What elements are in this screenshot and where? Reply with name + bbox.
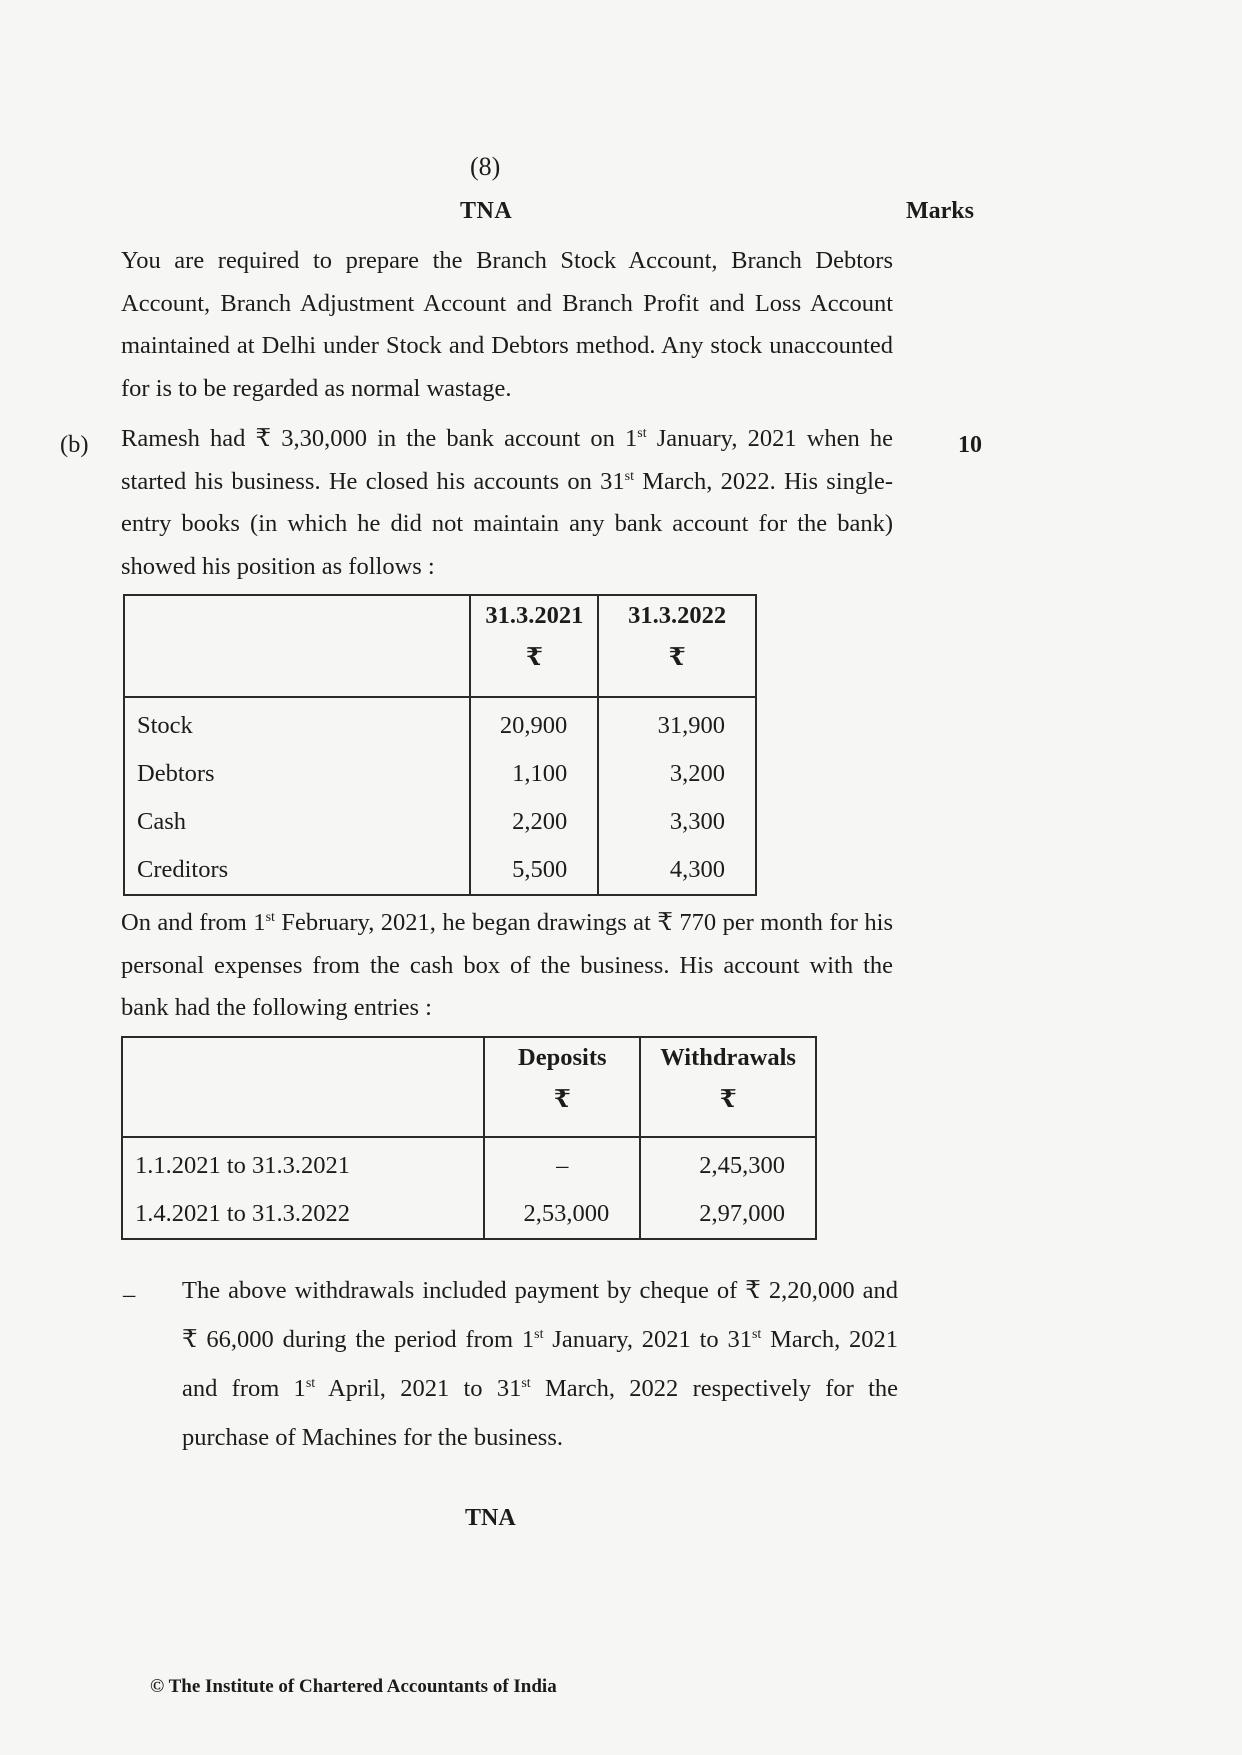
row-label: 1.1.2021 to 31.3.2021 (122, 1137, 484, 1190)
question-marks: 10 (958, 432, 982, 458)
rupee-symbol: ₹ (525, 644, 543, 671)
cell-value: 2,200 (470, 798, 598, 846)
table-header-cell: 31.3.2021 ₹ (470, 595, 598, 697)
table-header-row (124, 595, 756, 697)
table-header-cell: Withdrawals ₹ (640, 1037, 816, 1137)
table-header-blank (122, 1037, 484, 1137)
page-number: (8) (470, 152, 501, 181)
row-label: Debtors (124, 750, 470, 798)
table-row (124, 697, 756, 750)
note-paragraph: The above withdrawals included payment by cheque of ₹ 2,20,000 and ₹ 66,000 during the period from 1st January, 2021 to 31st March, 2021 and from 1st April, 2021 to 31st March, 2022 respectively for the purchase of Machines for the business. (182, 1277, 898, 1451)
table-row (124, 846, 756, 895)
rupee-symbol: ₹ (553, 1086, 571, 1113)
cell-value: 4,300 (598, 846, 756, 895)
table-header-cell: Deposits ₹ (484, 1037, 640, 1137)
row-label: 1.4.2021 to 31.3.2022 (122, 1190, 484, 1239)
rupee-symbol: ₹ (719, 1086, 737, 1113)
cell-value: 2,45,300 (640, 1137, 816, 1190)
table-row (122, 1190, 816, 1239)
cell-value: 2,97,000 (640, 1190, 816, 1239)
tna-header: TNA (460, 198, 513, 224)
table-row (122, 1137, 816, 1190)
marks-column-label: Marks (906, 198, 974, 224)
table-header-cell: 31.3.2022 ₹ (598, 595, 756, 697)
cell-value: – (484, 1137, 640, 1190)
cell-value: 20,900 (470, 697, 598, 750)
intro-paragraph: You are required to prepare the Branch Stock Account, Branch Debtors Account, Branch Adjustment Account and Branch Profit and Loss Account maintained at Delhi under Stock and Debtors method. Any stock unaccounted for is to be regarded as normal wastage. (121, 247, 893, 402)
table-row (124, 798, 756, 846)
position-table (123, 594, 757, 896)
question-b-paragraph: Ramesh had ₹ 3,30,000 in the bank account on 1st January, 2021 when he started his business. He closed his accounts on 31st March, 2022. His single-entry books (in which he did not maintain any bank account for the bank) showed his position as follows : (121, 425, 894, 580)
table-header-row (122, 1037, 816, 1137)
cell-value: 2,53,000 (484, 1190, 640, 1239)
note-dash: – (123, 1281, 136, 1308)
row-label: Creditors (124, 846, 470, 895)
cell-value: 31,900 (598, 697, 756, 750)
rupee-symbol: ₹ (668, 644, 686, 671)
row-label: Cash (124, 798, 470, 846)
table-header-blank (124, 595, 470, 697)
tna-footer: TNA (465, 1505, 516, 1531)
cell-value: 5,500 (470, 846, 598, 895)
cell-value: 3,300 (598, 798, 756, 846)
question-label: (b) (60, 431, 89, 458)
bank-table (121, 1036, 817, 1240)
cell-value: 3,200 (598, 750, 756, 798)
row-label: Stock (124, 697, 470, 750)
cell-value: 1,100 (470, 750, 598, 798)
copyright-footer: © The Institute of Chartered Accountants of India (150, 1676, 557, 1697)
drawings-paragraph: On and from 1st February, 2021, he began drawings at ₹ 770 per month for his personal expenses from the cash box of the business. His account with the bank had the following entries : (121, 909, 893, 1021)
table-row (124, 750, 756, 798)
